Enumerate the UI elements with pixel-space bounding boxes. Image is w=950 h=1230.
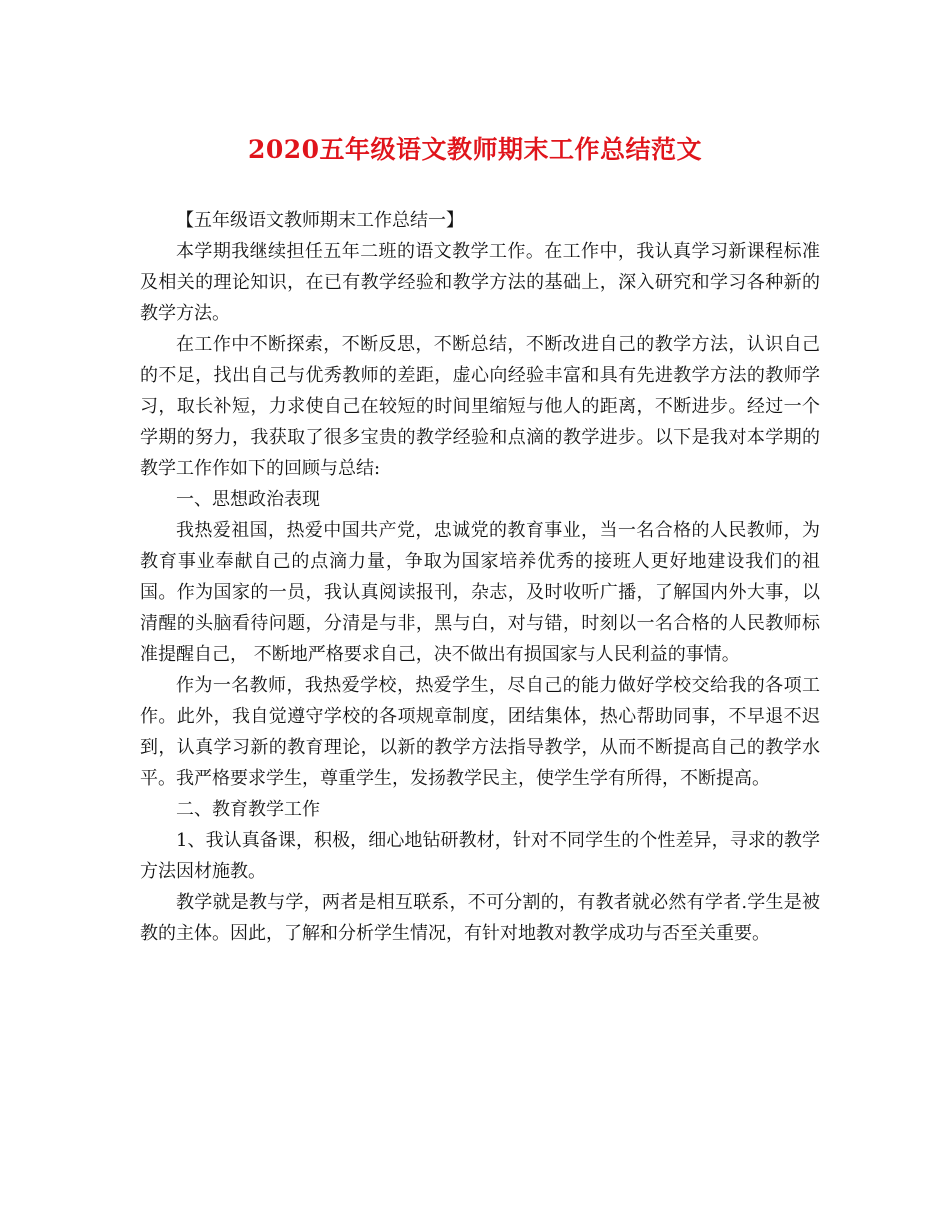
paragraph: 在工作中不断探索，不断反思，不断总结，不断改进自己的教学方法，认识自己的不足，找出自己与优秀教师的差距，虚心向经验丰富和具有先进教学方法的教师学习，取长补短，力求使自己在较短的时间里缩短与他人的距离，不断进步。经过一个学期的努力，我获取了很多宝贵的教学经验和点滴的教学进步。以下是我对本学期的教学工作作如下的回顾与总结: — [140, 334, 820, 479]
paragraph: 我热爱祖国，热爱中国共产党，忠诚党的教育事业，当一名合格的人民教师，为教育事业奉献自己的点滴力量，争取为国家培养优秀的接班人更好地建设我们的祖国。作为国家的一员，我认真阅读报刊，杂志，及时收听广播，了解国内外大事，以清醒的头脑看待问题，分清是与非，黑与白，对与错，时刻以一名合格的人民教师标准提醒自己， 不断地严格要求自己，决不做出有损国家与人民利益的事情。 — [140, 520, 820, 665]
paragraph: 作为一名教师，我热爱学校，热爱学生，尽自己的能力做好学校交给我的各项工作。此外，我自觉遵守学校的各项规章制度，团结集体，热心帮助同事，不早退不迟到，认真学习新的教育理论，以新的教学方法指导教学，从而不断提高自己的教学水平。我严格要求学生，尊重学生，发扬教学民主，使学生学有所得，不断提高。 — [140, 675, 820, 789]
section-heading-teaching: 二、教育教学工作 — [176, 799, 320, 820]
section-heading-summary-one: 【五年级语文教师期末工作总结一】 — [176, 210, 464, 231]
document-title: 2020五年级语文教师期末工作总结范文 — [247, 135, 703, 164]
paragraph: 本学期我继续担任五年二班的语文教学工作。在工作中，我认真学习新课程标准及相关的理论知识，在已有教学经验和教学方法的基础上，深入研究和学习各种新的教学方法。 — [140, 241, 820, 324]
paragraph: 教学就是教与学，两者是相互联系，不可分割的，有教者就必然有学者.学生是被教的主体。因此，了解和分析学生情况，有针对地教对教学成功与否至关重要。 — [140, 892, 820, 944]
paragraph: 1、我认真备课，积极，细心地钻研教材，针对不同学生的个性差异，寻求的教学方法因材施教。 — [140, 830, 820, 882]
section-heading-political: 一、思想政治表现 — [176, 489, 320, 510]
document-body — [140, 205, 820, 949]
